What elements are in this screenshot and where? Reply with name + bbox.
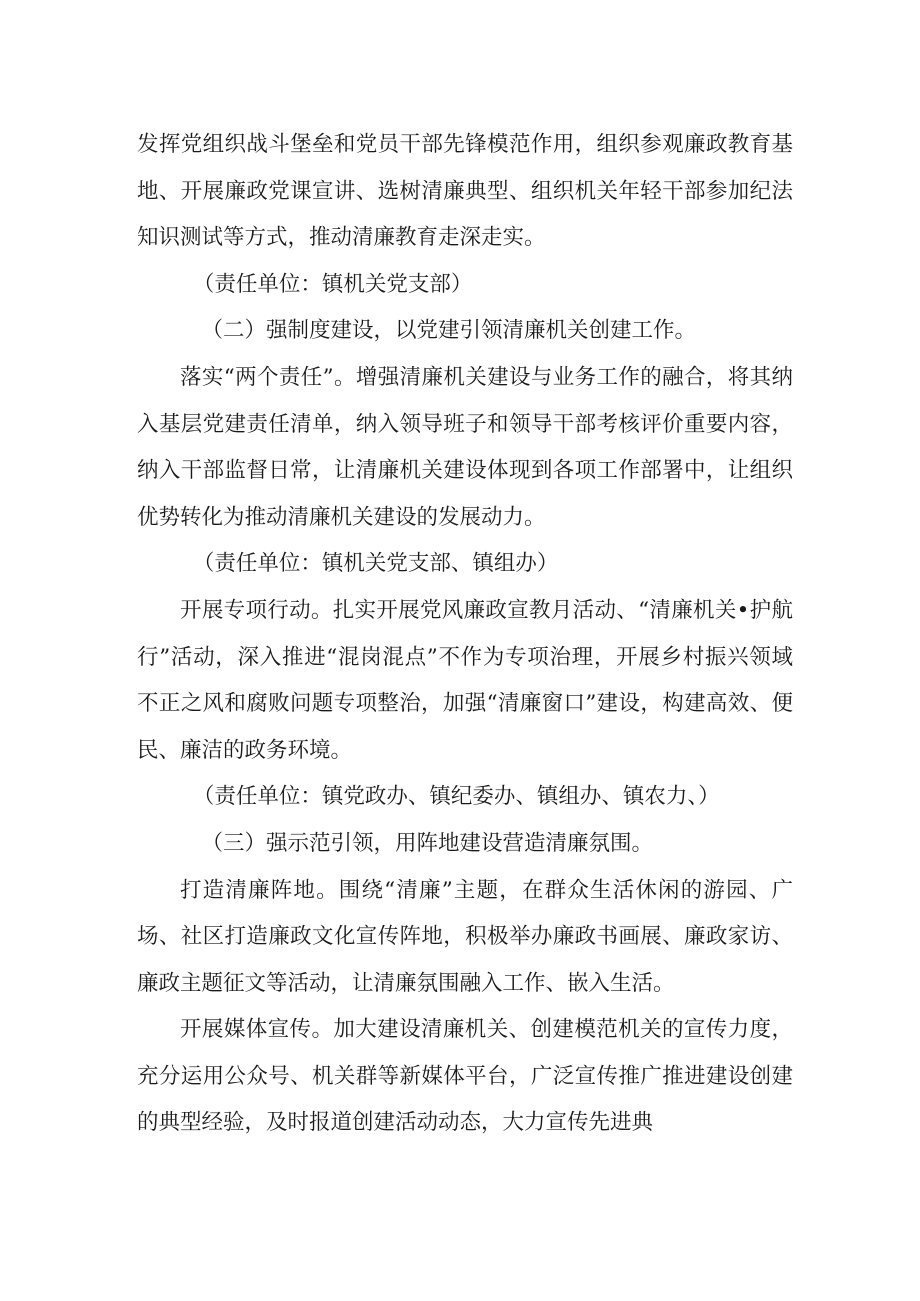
body-paragraph: 开展媒体宣传。加大建设清廉机关、创建模范机关的宣传力度，充分运用公众号、机关群等新媒体平台，广泛宣传推广推进建设创建的典型经验，及时报道创建活动动态，大力宣传先进典	[137, 1017, 793, 1136]
responsibility-note: （责任单位：镇机关党支部）	[192, 271, 473, 297]
section-heading: （三）强示范引领，用阵地建设营造清廉氛围。	[201, 830, 654, 856]
body-paragraph: 落实“两个责任”。增强清廉机关建设与业务工作的融合，将其纳入基层党建责任清单，纳入领导班子和领导干部考核评价重要内容，纳入干部监督日常，让清廉机关建设体现到各项工作部署中，让组织优势转化为推动清廉机关建设的发展动力。	[137, 364, 793, 530]
responsibility-note: （责任单位：镇党政办、镇纪委办、镇组办、镇农力、）	[192, 784, 720, 810]
document-body	[137, 122, 793, 1147]
body-paragraph-continued: 发挥党组织战斗堡垒和党员干部先锋模范作用，组织参观廉政教育基地、开展廉政党课宣讲、选树清廉典型、组织机关年轻干部参加纪法知识测试等方式，推动清廉教育走深走实。	[137, 132, 793, 251]
body-paragraph: 开展专项行动。扎实开展党风廉政宣教月活动、“清廉机关•护航行”活动，深入推进“混岗混点”不作为专项治理，开展乡村振兴领域不正之风和腐败问题专项整治，加强“清廉窗口”建设，构建高效、便民、廉洁的政务环境。	[137, 597, 793, 763]
body-paragraph: 打造清廉阵地。围绕“清廉”主题，在群众生活休闲的游园、广场、社区打造廉政文化宣传阵地，积极举办廉政书画展、廉政家访、廉政主题征文等活动，让清廉氛围融入工作、嵌入生活。	[137, 877, 793, 996]
section-heading: （二）强制度建设，以党建引领清廉机关创建工作。	[201, 318, 697, 344]
responsibility-note: （责任单位：镇机关党支部、镇组办）	[192, 551, 559, 577]
